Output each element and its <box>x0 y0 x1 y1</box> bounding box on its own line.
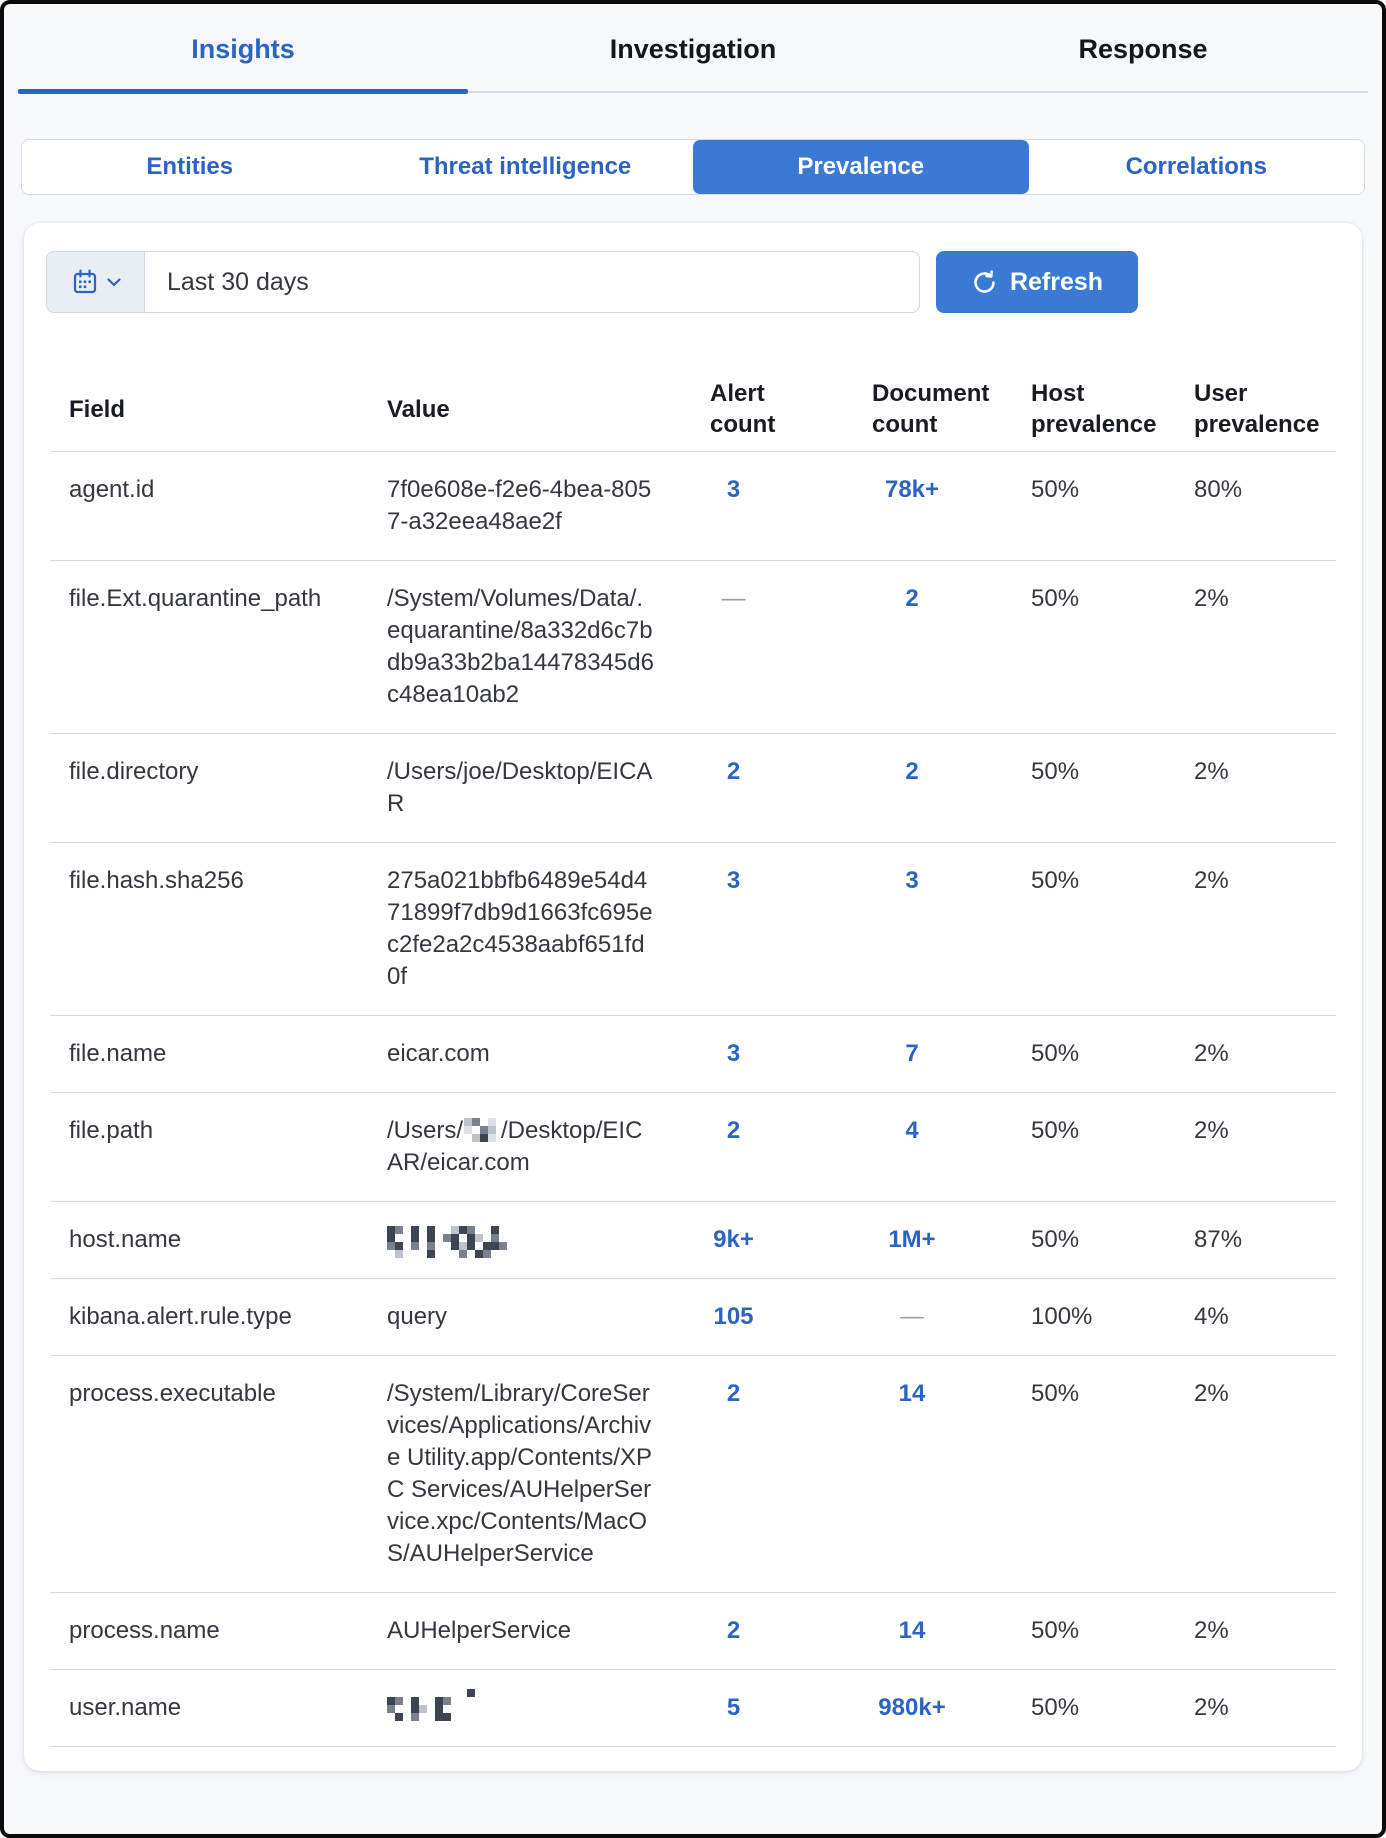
alert-count-cell <box>691 1016 833 1092</box>
field-cell: kibana.alert.rule.type <box>69 1303 292 1330</box>
user-prevalence-cell: 4% <box>1194 1303 1229 1330</box>
column-header-host-prevalence: Host prevalence <box>1031 380 1157 438</box>
table-row <box>50 1592 1336 1669</box>
field-cell: process.executable <box>69 1380 276 1407</box>
document-count-cell <box>833 561 991 733</box>
value-cell <box>368 1093 691 1201</box>
alert-count-cell <box>691 843 833 1015</box>
value-cell-content: AUHelperService <box>387 1617 572 1644</box>
column-header-document-count: Document count <box>872 380 990 438</box>
value-cell-content: query <box>387 1303 448 1330</box>
value-cell <box>368 843 691 1015</box>
super-date-picker <box>46 251 920 313</box>
value-cell <box>368 561 691 733</box>
document-count-link[interactable]: 3 <box>905 867 919 894</box>
value-cell-content: /Users/ /Desktop/EICAR/eicar.com <box>387 1117 643 1176</box>
value-cell <box>368 452 691 560</box>
value-cell <box>368 1356 691 1592</box>
alert-count-link[interactable]: 5 <box>726 1694 741 1721</box>
field-cell: host.name <box>69 1226 182 1253</box>
user-prevalence-cell: 2% <box>1194 1117 1229 1144</box>
alert-count-cell <box>691 1670 833 1746</box>
column-header-alert-count: Alert count <box>710 380 776 438</box>
user-prevalence-cell: 2% <box>1194 1694 1229 1721</box>
table-row <box>50 1015 1336 1092</box>
document-count-cell <box>833 734 991 842</box>
user-prevalence-cell: 2% <box>1194 1617 1229 1644</box>
document-count-cell <box>833 1093 991 1201</box>
table-header-row <box>50 377 1336 451</box>
user-prevalence-cell: 87% <box>1194 1226 1243 1253</box>
date-picker-row <box>46 251 1340 313</box>
alert-count-link[interactable]: 3 <box>726 1040 741 1067</box>
prevalence-card <box>24 223 1362 1771</box>
alert-count-cell <box>691 1093 833 1201</box>
value-cell-content: 275a021bbfb6489e54d471899f7db9d1663fc695ec2fe2a2c4538aabf651fd0f <box>387 867 653 990</box>
field-cell: file.directory <box>69 758 199 785</box>
document-count-link[interactable]: 78k+ <box>884 476 940 503</box>
panel-tabs <box>18 4 1368 91</box>
host-prevalence-cell: 50% <box>1031 1117 1080 1144</box>
alert-count-link[interactable]: 2 <box>726 1617 741 1644</box>
host-prevalence-cell: 50% <box>1031 867 1080 894</box>
prevalence-table-body <box>50 451 1336 1747</box>
tab-insights[interactable]: Insights <box>191 34 295 64</box>
chevron-down-icon <box>107 278 121 287</box>
host-prevalence-cell: 50% <box>1031 585 1080 612</box>
document-count-link[interactable]: 980k+ <box>878 1694 946 1721</box>
value-cell-content: /System/Library/CoreServices/Applications/Archive Utility.app/Contents/XPC Services/AUHelperService.xpc/Contents/MacOS/AUHelperService <box>387 1380 653 1567</box>
quick-select-button[interactable] <box>47 252 145 312</box>
subtab-entities[interactable]: Entities <box>146 153 234 180</box>
value-cell-content <box>387 1692 655 1724</box>
host-prevalence-cell: 50% <box>1031 1226 1080 1253</box>
value-cell-content <box>387 1224 655 1256</box>
value-cell <box>368 1670 691 1746</box>
alert-count-link[interactable]: 2 <box>726 1380 741 1407</box>
document-count-link[interactable]: 2 <box>905 758 919 785</box>
value-cell <box>368 1202 691 1278</box>
document-count-cell <box>833 452 991 560</box>
refresh-button[interactable] <box>936 251 1138 313</box>
field-cell: file.hash.sha256 <box>69 867 244 894</box>
host-prevalence-cell: 50% <box>1031 1617 1080 1644</box>
alert-count-link: — <box>721 585 746 612</box>
table-row <box>50 1278 1336 1355</box>
field-cell: file.Ext.quarantine_path <box>69 585 322 612</box>
host-prevalence-cell: 50% <box>1031 758 1080 785</box>
table-row <box>50 1201 1336 1278</box>
document-count-cell <box>833 1016 991 1092</box>
table-row <box>50 1092 1336 1201</box>
tabs-divider <box>18 91 1368 93</box>
redacted-value <box>464 1118 500 1142</box>
alert-count-cell <box>691 452 833 560</box>
host-prevalence-cell: 50% <box>1031 1040 1080 1067</box>
document-count-link[interactable]: 14 <box>898 1617 926 1644</box>
prevalence-table <box>50 377 1336 1747</box>
date-range-value[interactable]: Last 30 days <box>167 267 309 296</box>
user-prevalence-cell: 2% <box>1194 1380 1229 1407</box>
document-count-link: — <box>900 1303 924 1330</box>
table-row <box>50 842 1336 1015</box>
value-cell <box>368 1279 691 1355</box>
alert-count-cell <box>691 1356 833 1592</box>
refresh-icon <box>971 269 998 296</box>
document-count-link[interactable]: 4 <box>905 1117 919 1144</box>
user-prevalence-cell: 2% <box>1194 585 1229 612</box>
document-count-cell <box>833 1356 991 1592</box>
host-prevalence-cell: 50% <box>1031 1380 1080 1407</box>
tab-response[interactable]: Response <box>1078 34 1208 64</box>
document-count-cell <box>833 1202 991 1278</box>
table-row <box>50 1669 1336 1746</box>
document-count-link[interactable]: 2 <box>905 585 919 612</box>
value-cell <box>368 734 691 842</box>
field-cell: user.name <box>69 1694 182 1721</box>
field-cell: file.path <box>69 1117 154 1144</box>
alert-count-cell <box>691 1202 833 1278</box>
table-row <box>50 560 1336 733</box>
document-count-cell <box>833 1593 991 1669</box>
table-row <box>50 733 1336 842</box>
host-prevalence-cell: 50% <box>1031 1694 1080 1721</box>
document-count-link[interactable]: 14 <box>898 1380 926 1407</box>
alert-count-cell <box>691 1279 833 1355</box>
subtab-prevalence[interactable]: Prevalence <box>693 140 1029 194</box>
host-prevalence-cell: 50% <box>1031 476 1080 503</box>
value-cell <box>368 1593 691 1669</box>
insights-button-group <box>21 139 1365 195</box>
alert-count-link[interactable]: 105 <box>713 1303 754 1330</box>
document-count-cell <box>833 1279 991 1355</box>
alert-count-link[interactable]: 9k+ <box>713 1226 754 1253</box>
redacted-value <box>387 1226 505 1256</box>
user-prevalence-cell: 2% <box>1194 1040 1229 1067</box>
field-cell: process.name <box>69 1617 220 1644</box>
calendar-icon <box>71 268 99 296</box>
value-cell-content: eicar.com <box>387 1040 490 1067</box>
alert-count-link[interactable]: 3 <box>726 867 741 894</box>
table-row <box>50 451 1336 560</box>
user-prevalence-cell: 2% <box>1194 758 1229 785</box>
column-header-value: Value <box>387 395 450 423</box>
user-prevalence-cell: 2% <box>1194 867 1229 894</box>
alert-count-cell <box>691 1593 833 1669</box>
alert-count-cell <box>691 734 833 842</box>
refresh-button-label: Refresh <box>1009 267 1104 296</box>
alert-count-link[interactable]: 2 <box>726 1117 741 1144</box>
subtab-correlations[interactable]: Correlations <box>1125 153 1267 180</box>
value-cell-content: 7f0e608e-f2e6-4bea-8057-a32eea48ae2f <box>387 476 652 535</box>
document-count-cell <box>833 843 991 1015</box>
user-prevalence-cell: 80% <box>1194 476 1243 503</box>
document-count-link[interactable]: 1M+ <box>888 1226 936 1253</box>
value-cell-content: /System/Volumes/Data/.equarantine/8a332d6c7bdb9a33b2ba14478345d6c48ea10ab2 <box>387 585 654 708</box>
alert-count-cell <box>691 561 833 733</box>
document-count-cell <box>833 1670 991 1746</box>
column-header-field: Field <box>69 395 126 423</box>
field-cell: agent.id <box>69 476 155 503</box>
host-prevalence-cell: 100% <box>1031 1303 1093 1330</box>
tab-investigation[interactable]: Investigation <box>609 34 777 64</box>
redacted-value <box>387 1689 477 1723</box>
alert-count-link[interactable]: 3 <box>726 476 741 503</box>
value-cell <box>368 1016 691 1092</box>
subtab-threat-intelligence[interactable]: Threat intelligence <box>419 153 632 180</box>
alert-count-link[interactable]: 2 <box>726 758 741 785</box>
value-cell-content: /Users/joe/Desktop/EICAR <box>387 758 653 817</box>
column-header-user-prevalence: User prevalence <box>1194 380 1320 438</box>
table-row <box>50 1355 1336 1592</box>
document-count-link[interactable]: 7 <box>905 1040 919 1067</box>
field-cell: file.name <box>69 1040 167 1067</box>
active-tab-indicator <box>18 89 468 94</box>
